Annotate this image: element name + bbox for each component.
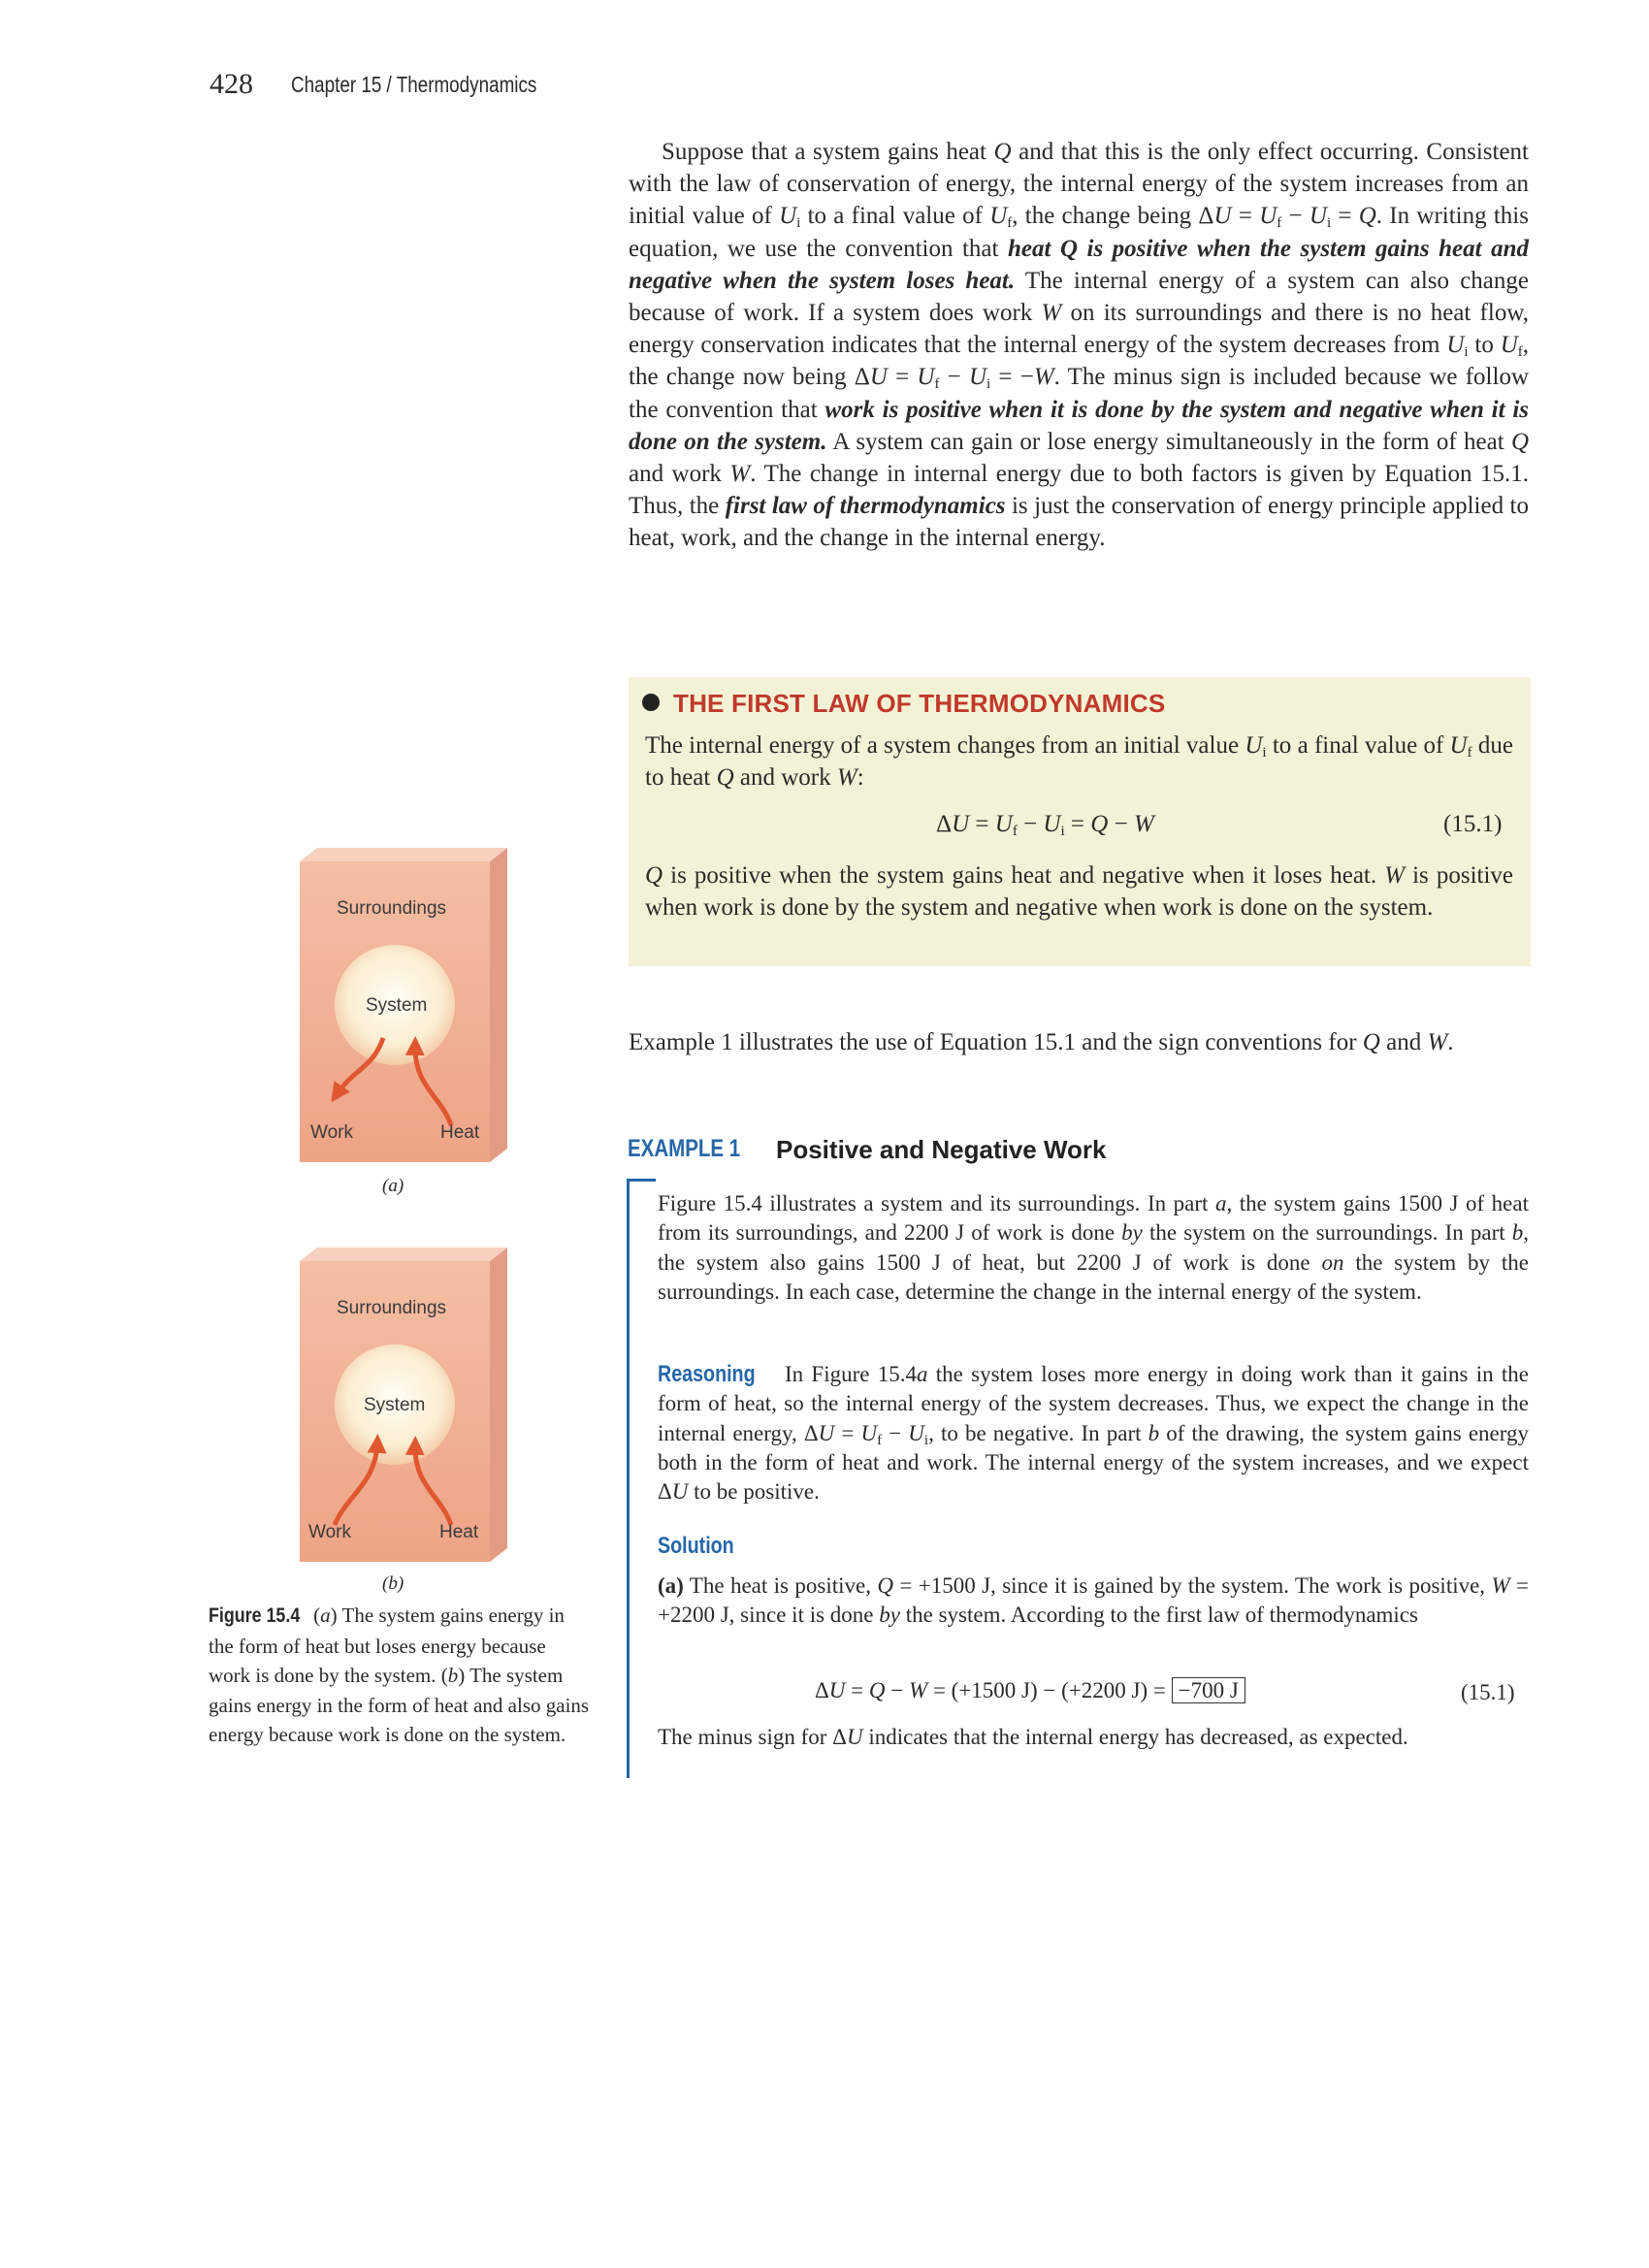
figure-caption: Figure 15.4 (a) The system gains energy in the form of heat but loses energy because work is done by the system. (b) The system gains energy in the form of heat and also gains energy because work is done on the system. xyxy=(209,1604,590,1746)
work-label-b: Work xyxy=(308,1522,351,1542)
bullet-icon xyxy=(642,694,660,711)
first-law-title: THE FIRST LAW OF THERMODYNAMICS xyxy=(642,689,1165,719)
equation-number: (15.1) xyxy=(1443,811,1503,837)
answer-box: −700 J xyxy=(1172,1677,1245,1703)
example-label: EXAMPLE 1 xyxy=(628,1135,741,1162)
reasoning-heading: Reasoning xyxy=(658,1361,756,1387)
example-reasoning: Reasoning In Figure 15.4a the system loses more energy in doing work than it gains in the form of heat, so the internal energy of the system decreases. Thus, we expect the change in the internal energy, $\Delta U = U_f - U_i$, to be negative. In part b of the drawing, the system gains energy both in the form of heat and work. The internal energy of the system increases, and we expect ΔU to be positive. xyxy=(658,1361,1529,1505)
first-law-equation: $\Delta U = U_f - U_i = Q - W$ xyxy=(936,811,1154,839)
page-number: 428 xyxy=(210,68,253,100)
work-label-a: Work xyxy=(310,1122,353,1143)
figure-label-b: (b) xyxy=(382,1573,404,1594)
solution-heading: Solution xyxy=(658,1533,734,1559)
example-problem: Figure 15.4 illustrates a system and its surroundings. In part a, the system gains 1500 J of heat from its surroundings, and 2200 J of work is done by the system on the surroundings. In part b, the system also gains 1500 J of heat, but 2200 J of work is done on the system by the surroundings. In each case, determine the change in the internal energy of the system. xyxy=(658,1191,1529,1304)
surroundings-label-b: Surroundings xyxy=(337,1298,447,1318)
solution-part-a: (a) The heat is positive, Q = +1500 J, since it is gained by the system. The work is positive, W = +2200 J, since it is done by the system. According to the first law of thermodynamics xyxy=(658,1573,1529,1628)
first-law-sign-note: Q is positive when the system gains heat and negative when it loses heat. W is positive when work is done by the system and negative when work is done on the system. xyxy=(645,862,1513,921)
first-law-statement: The internal energy of a system changes from an initial value $U_i$ to a final value of $U_f$ due to heat Q and work W: xyxy=(645,732,1513,791)
example-rule-vertical xyxy=(627,1179,630,1778)
surroundings-label-a: Surroundings xyxy=(337,898,447,919)
system-label-a: System xyxy=(366,995,428,1016)
example-title: Positive and Negative Work xyxy=(776,1135,1107,1164)
heat-label-a: Heat xyxy=(440,1122,480,1143)
example-rule-horizontal xyxy=(627,1179,656,1182)
chapter-title: Chapter 15 / Thermodynamics xyxy=(291,72,537,97)
example-intro: Example 1 illustrates the use of Equation 15.1 and the sign conventions for Q and W. xyxy=(629,1029,1454,1055)
heat-label-b: Heat xyxy=(439,1522,479,1542)
work-sign-convention: work is positive when it is done by the system and negative when it is done on the system. xyxy=(629,396,1529,455)
system-label-b: System xyxy=(364,1395,426,1415)
first-law-term: first law of thermodynamics xyxy=(725,493,1006,520)
figure-label-a: (a) xyxy=(382,1176,404,1196)
solution-conclusion: The minus sign for ΔU indicates that the internal energy has decreased, as expected. xyxy=(658,1725,1408,1749)
intro-paragraph: Suppose that a system gains heat Q and that this is the only effect occurring. Consistent with the law of conservation of energy, the internal energy of the system increases from an initial value of $U_i$ to a final value of $U_f$, the change being $\Delta U = U_f - U_i = Q$. In writing this equation, we use the convention that heat Q is positive when the system gains heat and negative when the system loses heat. The internal energy of a system can also change because of work. If a system does work W on its surroundings and there is no heat flow, energy conservation indicates that the internal energy of the system decreases from $U_i$ to $U_f$, the change now being $\Delta U = U_f - U_i = -W$. The minus sign is included because we follow the convention that work is positive when it is done by the system and negative when it is done on the system. A system can gain or lose energy simultaneously in the form of heat Q and work W. The change in internal energy due to both factors is given by Equation 15.1. Thus, the first law of thermodynamics is just the conservation of energy principle applied to heat, work, and the change in the internal energy. xyxy=(629,139,1530,552)
heat-sign-convention: heat Q is positive when the system gains heat and negative when the system loses heat. xyxy=(629,235,1529,294)
solution-equation-number: (15.1) xyxy=(1461,1680,1515,1704)
solution-equation: ΔU = Q − W = (+1500 J) − (+2200 J) = −700 J xyxy=(815,1678,1245,1703)
